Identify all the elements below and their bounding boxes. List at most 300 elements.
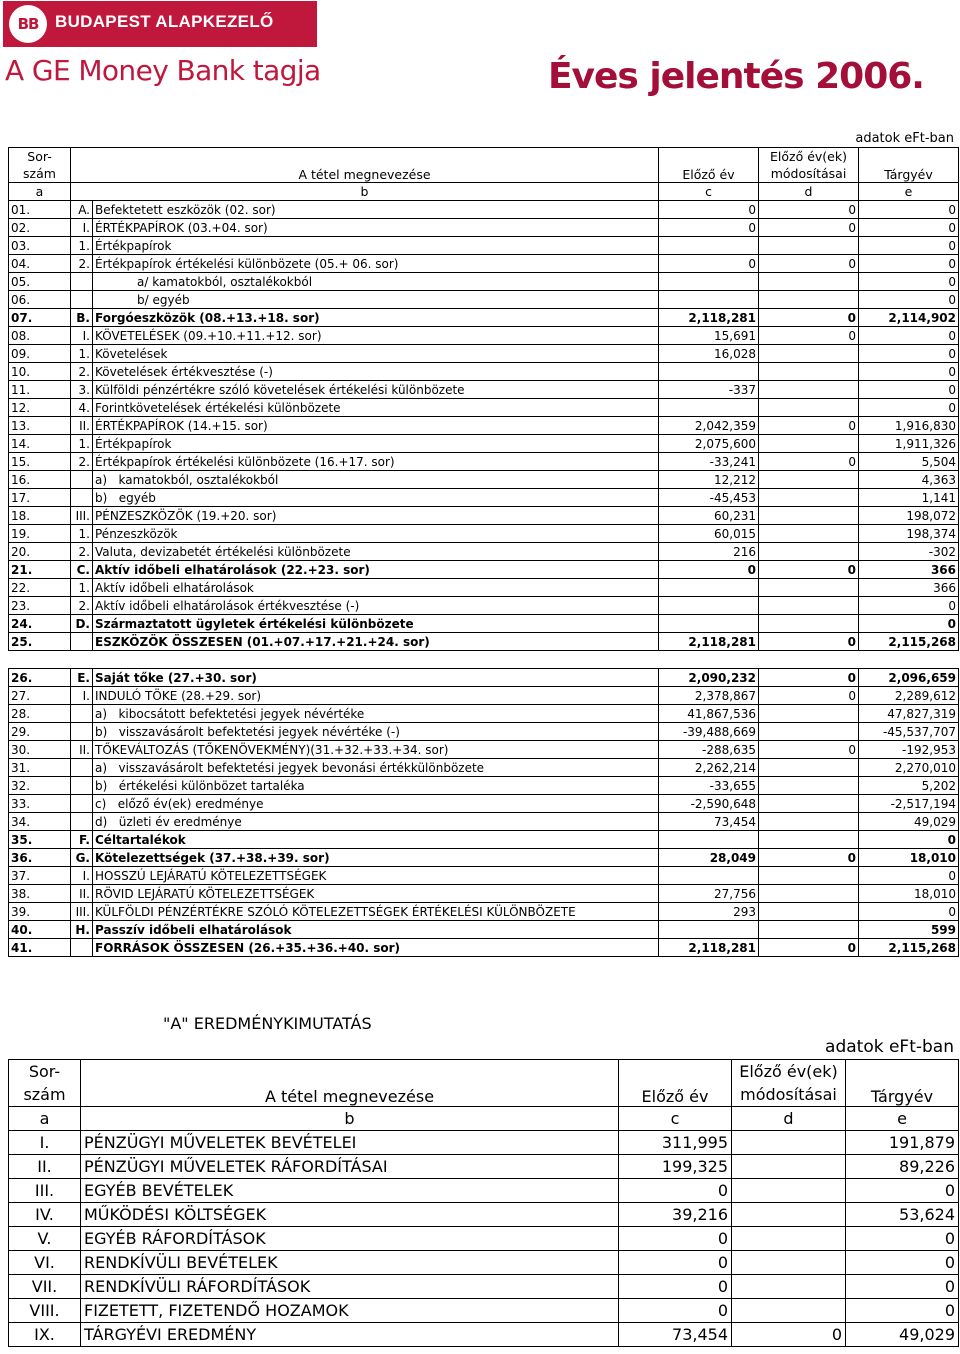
- value-mod: 0: [759, 687, 859, 705]
- value-mod: [759, 831, 859, 849]
- value-prev: 41,867,536: [659, 705, 759, 723]
- row-number: V.: [9, 1227, 81, 1251]
- value-mod: 0: [759, 201, 859, 219]
- value-prev: 60,231: [659, 507, 759, 525]
- row-label: Értékpapírok: [93, 435, 659, 453]
- inc-letter-b: b: [81, 1107, 619, 1131]
- row-key: II.: [71, 417, 93, 435]
- value-curr: 18,010: [859, 885, 959, 903]
- row-number: 20.: [9, 543, 71, 561]
- col-header-sorszam: Sor- szám: [9, 148, 71, 183]
- value-curr: -192,953: [859, 741, 959, 759]
- col-header-prev: Előző év: [659, 148, 759, 183]
- value-prev: [659, 921, 759, 939]
- row-number: 07.: [9, 309, 71, 327]
- balance-row: [9, 507, 959, 525]
- row-number: IV.: [9, 1203, 81, 1227]
- row-key: [71, 273, 93, 291]
- value-prev: -2,590,648: [659, 795, 759, 813]
- row-label: KÖVETELÉSEK (09.+10.+11.+12. sor): [93, 327, 659, 345]
- row-label: a) kamatokból, osztalékokból: [93, 471, 659, 489]
- row-label: EGYÉB BEVÉTELEK: [81, 1179, 619, 1203]
- row-number: 31.: [9, 759, 71, 777]
- row-key: 1.: [71, 345, 93, 363]
- row-key: [71, 813, 93, 831]
- letter-c: c: [659, 183, 759, 201]
- balance-row: [9, 525, 959, 543]
- row-key: 2.: [71, 363, 93, 381]
- balance-row: [9, 741, 959, 759]
- row-key: B.: [71, 309, 93, 327]
- value-prev: [659, 399, 759, 417]
- value-curr: 0: [859, 363, 959, 381]
- row-label: INDULÓ TÖKE (28.+29. sor): [93, 687, 659, 705]
- row-key: II.: [71, 741, 93, 759]
- row-number: 03.: [9, 237, 71, 255]
- value-curr: 198,072: [859, 507, 959, 525]
- row-key: 4.: [71, 399, 93, 417]
- value-prev: 0: [659, 561, 759, 579]
- row-number: 28.: [9, 705, 71, 723]
- row-key: H.: [71, 921, 93, 939]
- value-mod: [759, 903, 859, 921]
- value-prev: -33,241: [659, 453, 759, 471]
- inc-col-header-curr: Tárgyév: [846, 1060, 959, 1107]
- balance-row: [9, 885, 959, 903]
- value-curr: 0: [859, 345, 959, 363]
- row-label: Követelések: [93, 345, 659, 363]
- value-prev: 0: [619, 1251, 732, 1275]
- logo-mark-icon: BB: [9, 5, 47, 43]
- row-number: 40.: [9, 921, 71, 939]
- balance-row: [9, 939, 959, 957]
- row-label: ESZKÖZÖK ÖSSZESEN (01.+07.+17.+21.+24. sor): [93, 633, 659, 651]
- row-key: [71, 705, 93, 723]
- balance-unit-note: adatok eFt-ban: [855, 131, 954, 146]
- value-prev: [659, 363, 759, 381]
- row-label: Aktív időbeli elhatárolások értékvesztése (-): [93, 597, 659, 615]
- value-mod: [759, 525, 859, 543]
- row-number: 23.: [9, 597, 71, 615]
- inc-letter-c: c: [619, 1107, 732, 1131]
- row-key: I.: [71, 687, 93, 705]
- row-label: MŰKÖDÉSI KÖLTSÉGEK: [81, 1203, 619, 1227]
- row-number: 02.: [9, 219, 71, 237]
- balance-row: [9, 489, 959, 507]
- value-curr: 53,624: [846, 1203, 959, 1227]
- row-label: Aktív időbeli elhatárolások: [93, 579, 659, 597]
- value-mod: [759, 723, 859, 741]
- row-label: EGYÉB RÁFORDÍTÁSOK: [81, 1227, 619, 1251]
- row-key: [71, 939, 93, 957]
- row-number: 19.: [9, 525, 71, 543]
- section-gap: [9, 651, 959, 669]
- value-mod: [759, 363, 859, 381]
- value-mod: [732, 1131, 846, 1155]
- row-number: 30.: [9, 741, 71, 759]
- value-curr: 0: [859, 219, 959, 237]
- row-label: a/ kamatokból, osztalékokból: [93, 273, 659, 291]
- row-key: II.: [71, 885, 93, 903]
- value-prev: 2,118,281: [659, 939, 759, 957]
- row-key: G.: [71, 849, 93, 867]
- value-prev: [659, 579, 759, 597]
- value-prev: 2,090,232: [659, 669, 759, 687]
- inc-col-header-name: A tétel megnevezése: [81, 1060, 619, 1107]
- value-prev: 2,378,867: [659, 687, 759, 705]
- row-number: 12.: [9, 399, 71, 417]
- value-curr: 0: [859, 615, 959, 633]
- row-label: Céltartalékok: [93, 831, 659, 849]
- value-prev: 2,075,600: [659, 435, 759, 453]
- row-key: [71, 759, 93, 777]
- row-number: 26.: [9, 669, 71, 687]
- row-number: 41.: [9, 939, 71, 957]
- row-number: 08.: [9, 327, 71, 345]
- value-prev: [659, 615, 759, 633]
- value-curr: 18,010: [859, 849, 959, 867]
- balance-row: [9, 309, 959, 327]
- col-header-curr: Tárgyév: [859, 148, 959, 183]
- balance-row: [9, 903, 959, 921]
- row-label: Aktív időbeli elhatárolások (22.+23. sor): [93, 561, 659, 579]
- value-mod: 0: [759, 633, 859, 651]
- row-number: VII.: [9, 1275, 81, 1299]
- value-curr: 1,916,830: [859, 417, 959, 435]
- balance-row: [9, 543, 959, 561]
- income-header-row: [9, 1060, 959, 1107]
- balance-sheet-table: [8, 147, 959, 957]
- value-mod: [759, 597, 859, 615]
- row-key: III.: [71, 507, 93, 525]
- row-number: 15.: [9, 453, 71, 471]
- row-label: b) egyéb: [93, 489, 659, 507]
- value-prev: 199,325: [619, 1155, 732, 1179]
- row-number: 16.: [9, 471, 71, 489]
- value-curr: 191,879: [846, 1131, 959, 1155]
- letter-d: d: [759, 183, 859, 201]
- row-number: 37.: [9, 867, 71, 885]
- income-row: [9, 1299, 959, 1323]
- row-label: Forgóeszközök (08.+13.+18. sor): [93, 309, 659, 327]
- value-prev: -337: [659, 381, 759, 399]
- row-number: 09.: [9, 345, 71, 363]
- row-label: Értékpapírok értékelési különbözete (05.+ 06. sor): [93, 255, 659, 273]
- balance-row: [9, 849, 959, 867]
- row-number: II.: [9, 1155, 81, 1179]
- row-label: KÜLFÖLDI PÉNZÉRTÉKRE SZÓLÓ KÖTELEZETTSÉGEK ÉRTÉKELÉSI KÜLÖNBÖZETE: [93, 903, 659, 921]
- balance-row: [9, 831, 959, 849]
- inc-col-header-prev: Előző év: [619, 1060, 732, 1107]
- row-number: VIII.: [9, 1299, 81, 1323]
- value-curr: 599: [859, 921, 959, 939]
- row-key: [71, 723, 93, 741]
- value-mod: [732, 1203, 846, 1227]
- row-key: 2.: [71, 543, 93, 561]
- row-number: 04.: [9, 255, 71, 273]
- row-label: c) előző év(ek) eredménye: [93, 795, 659, 813]
- value-prev: -33,655: [659, 777, 759, 795]
- value-mod: [759, 813, 859, 831]
- value-curr: 2,096,659: [859, 669, 959, 687]
- value-mod: [759, 579, 859, 597]
- value-mod: [759, 867, 859, 885]
- value-curr: 1,141: [859, 489, 959, 507]
- row-key: C.: [71, 561, 93, 579]
- page-title: Éves jelentés 2006.: [547, 56, 924, 97]
- row-number: IX.: [9, 1323, 81, 1347]
- row-label: TÁRGYÉVI EREDMÉNY: [81, 1323, 619, 1347]
- row-number: 32.: [9, 777, 71, 795]
- value-mod: [759, 507, 859, 525]
- value-curr: 89,226: [846, 1155, 959, 1179]
- balance-row: [9, 921, 959, 939]
- income-row: [9, 1203, 959, 1227]
- balance-row: [9, 453, 959, 471]
- row-key: I.: [71, 327, 93, 345]
- inc-letter-a: a: [9, 1107, 81, 1131]
- row-label: Pénzeszközök: [93, 525, 659, 543]
- value-prev: 2,118,281: [659, 633, 759, 651]
- value-mod: [759, 795, 859, 813]
- value-mod: [759, 381, 859, 399]
- value-curr: 0: [859, 597, 959, 615]
- value-prev: 0: [659, 219, 759, 237]
- value-curr: 0: [846, 1227, 959, 1251]
- letter-e: e: [859, 183, 959, 201]
- row-number: 18.: [9, 507, 71, 525]
- row-key: 1.: [71, 525, 93, 543]
- inc-letter-e: e: [846, 1107, 959, 1131]
- balance-row: [9, 813, 959, 831]
- balance-row: [9, 597, 959, 615]
- row-number: 17.: [9, 489, 71, 507]
- value-prev: 311,995: [619, 1131, 732, 1155]
- col-header-name: A tétel megnevezése: [71, 148, 659, 183]
- row-label: a) kibocsátott befektetési jegyek névértéke: [93, 705, 659, 723]
- row-key: 1.: [71, 237, 93, 255]
- row-key: E.: [71, 669, 93, 687]
- value-mod: [759, 615, 859, 633]
- value-curr: 47,827,319: [859, 705, 959, 723]
- balance-row: [9, 795, 959, 813]
- balance-row: [9, 291, 959, 309]
- value-mod: [732, 1275, 846, 1299]
- row-label: PÉNZÜGYI MŰVELETEK RÁFORDÍTÁSAI: [81, 1155, 619, 1179]
- row-number: 01.: [9, 201, 71, 219]
- value-mod: 0: [759, 561, 859, 579]
- balance-row: [9, 219, 959, 237]
- row-number: 22.: [9, 579, 71, 597]
- value-prev: 28,049: [659, 849, 759, 867]
- value-prev: 12,212: [659, 471, 759, 489]
- value-curr: 0: [859, 399, 959, 417]
- value-prev: 2,042,359: [659, 417, 759, 435]
- income-letter-row: [9, 1107, 959, 1131]
- balance-row: [9, 669, 959, 687]
- value-curr: -2,517,194: [859, 795, 959, 813]
- value-mod: [732, 1299, 846, 1323]
- balance-row: [9, 867, 959, 885]
- row-label: TŐKEVÁLTOZÁS (TŐKENÖVEKMÉNY)(31.+32.+33.+34. sor): [93, 741, 659, 759]
- value-curr: -45,537,707: [859, 723, 959, 741]
- value-mod: [759, 489, 859, 507]
- value-curr: 0: [859, 831, 959, 849]
- value-prev: 27,756: [659, 885, 759, 903]
- row-label: Külföldi pénzértékre szóló követelések értékelési különbözete: [93, 381, 659, 399]
- value-prev: [659, 273, 759, 291]
- value-mod: 0: [759, 417, 859, 435]
- row-number: 39.: [9, 903, 71, 921]
- row-number: III.: [9, 1179, 81, 1203]
- value-curr: 49,029: [859, 813, 959, 831]
- balance-header-row: [9, 148, 959, 183]
- row-number: 24.: [9, 615, 71, 633]
- col-header-mod: Előző év(ek) módosításai: [759, 148, 859, 183]
- value-curr: 0: [859, 327, 959, 345]
- inc-col-header-mod: Előző év(ek) módosításai: [732, 1060, 846, 1107]
- value-mod: [759, 345, 859, 363]
- income-row: [9, 1275, 959, 1299]
- row-label: Forintkövetelések értékelési különbözete: [93, 399, 659, 417]
- balance-row: [9, 363, 959, 381]
- value-prev: 0: [619, 1227, 732, 1251]
- row-label: Származtatott ügyletek értékelési különbözete: [93, 615, 659, 633]
- row-key: 2.: [71, 255, 93, 273]
- value-mod: 0: [759, 741, 859, 759]
- value-prev: 0: [619, 1275, 732, 1299]
- value-curr: 5,202: [859, 777, 959, 795]
- value-curr: 2,115,268: [859, 939, 959, 957]
- value-mod: [759, 399, 859, 417]
- row-label: ÉRTÉKPAPÍROK (03.+04. sor): [93, 219, 659, 237]
- gap-cell: [9, 651, 959, 669]
- value-prev: [659, 597, 759, 615]
- value-curr: 0: [859, 201, 959, 219]
- value-mod: [759, 273, 859, 291]
- row-label: FIZETETT, FIZETENDŐ HOZAMOK: [81, 1299, 619, 1323]
- row-key: 1.: [71, 579, 93, 597]
- value-prev: 16,028: [659, 345, 759, 363]
- value-mod: 0: [759, 327, 859, 345]
- balance-row: [9, 399, 959, 417]
- value-curr: 2,114,902: [859, 309, 959, 327]
- value-mod: 0: [759, 939, 859, 957]
- value-mod: [732, 1251, 846, 1275]
- income-row: [9, 1323, 959, 1347]
- value-mod: [759, 705, 859, 723]
- row-number: 10.: [9, 363, 71, 381]
- balance-row: [9, 273, 959, 291]
- row-number: 13.: [9, 417, 71, 435]
- value-prev: 216: [659, 543, 759, 561]
- row-label: b) visszavásárolt befektetési jegyek névértéke (-): [93, 723, 659, 741]
- value-mod: 0: [759, 309, 859, 327]
- letter-a: a: [9, 183, 71, 201]
- value-prev: 39,216: [619, 1203, 732, 1227]
- value-curr: 366: [859, 561, 959, 579]
- value-curr: 0: [859, 903, 959, 921]
- row-label: d) üzleti év eredménye: [93, 813, 659, 831]
- value-mod: [759, 471, 859, 489]
- row-label: RENDKÍVÜLI RÁFORDÍTÁSOK: [81, 1275, 619, 1299]
- row-key: F.: [71, 831, 93, 849]
- row-label: Értékpapírok: [93, 237, 659, 255]
- value-curr: 0: [846, 1275, 959, 1299]
- value-curr: 198,374: [859, 525, 959, 543]
- row-label: PÉNZÜGYI MŰVELETEK BEVÉTELEI: [81, 1131, 619, 1155]
- row-key: [71, 291, 93, 309]
- value-prev: 60,015: [659, 525, 759, 543]
- balance-row: [9, 633, 959, 651]
- balance-letter-row: [9, 183, 959, 201]
- row-number: 14.: [9, 435, 71, 453]
- value-mod: [732, 1179, 846, 1203]
- inc-col-header-sorszam: Sor- szám: [9, 1060, 81, 1107]
- value-prev: 2,118,281: [659, 309, 759, 327]
- value-prev: 0: [659, 201, 759, 219]
- value-prev: -39,488,669: [659, 723, 759, 741]
- income-row: [9, 1155, 959, 1179]
- row-label: RÖVID LEJÁRATÚ KÖTELEZETTSÉGEK: [93, 885, 659, 903]
- logo-company-name: BUDAPEST ALAPKEZELŐ: [55, 12, 274, 31]
- row-key: I.: [71, 219, 93, 237]
- balance-row: [9, 201, 959, 219]
- row-label: Követelések értékvesztése (-): [93, 363, 659, 381]
- value-curr: 2,115,268: [859, 633, 959, 651]
- balance-row: [9, 435, 959, 453]
- value-prev: 15,691: [659, 327, 759, 345]
- row-key: 1.: [71, 435, 93, 453]
- row-number: 27.: [9, 687, 71, 705]
- row-key: [71, 489, 93, 507]
- value-curr: 0: [846, 1251, 959, 1275]
- value-curr: 0: [846, 1299, 959, 1323]
- row-label: ÉRTÉKPAPÍROK (14.+15. sor): [93, 417, 659, 435]
- row-label: HOSSZÚ LEJÁRATÚ KÖTELEZETTSÉGEK: [93, 867, 659, 885]
- row-label: Saját tőke (27.+30. sor): [93, 669, 659, 687]
- value-prev: 0: [619, 1299, 732, 1323]
- value-curr: 366: [859, 579, 959, 597]
- value-curr: -302: [859, 543, 959, 561]
- value-curr: 0: [859, 255, 959, 273]
- row-label: Értékpapírok értékelési különbözete (16.+17. sor): [93, 453, 659, 471]
- value-prev: 293: [659, 903, 759, 921]
- balance-row: [9, 687, 959, 705]
- balance-row: [9, 417, 959, 435]
- row-number: VI.: [9, 1251, 81, 1275]
- value-mod: [732, 1155, 846, 1179]
- value-mod: [759, 291, 859, 309]
- value-mod: 0: [759, 669, 859, 687]
- row-number: 33.: [9, 795, 71, 813]
- value-mod: 0: [732, 1323, 846, 1347]
- row-key: 2.: [71, 453, 93, 471]
- value-curr: 0: [859, 867, 959, 885]
- inc-letter-d: d: [732, 1107, 846, 1131]
- value-prev: 2,262,214: [659, 759, 759, 777]
- income-row: [9, 1227, 959, 1251]
- balance-row: [9, 345, 959, 363]
- row-number: 05.: [9, 273, 71, 291]
- income-row: [9, 1131, 959, 1155]
- row-key: A.: [71, 201, 93, 219]
- row-label: RENDKÍVÜLI BEVÉTELEK: [81, 1251, 619, 1275]
- value-prev: [659, 291, 759, 309]
- row-label: FORRÁSOK ÖSSZESEN (26.+35.+36.+40. sor): [93, 939, 659, 957]
- row-key: I.: [71, 867, 93, 885]
- balance-row: [9, 381, 959, 399]
